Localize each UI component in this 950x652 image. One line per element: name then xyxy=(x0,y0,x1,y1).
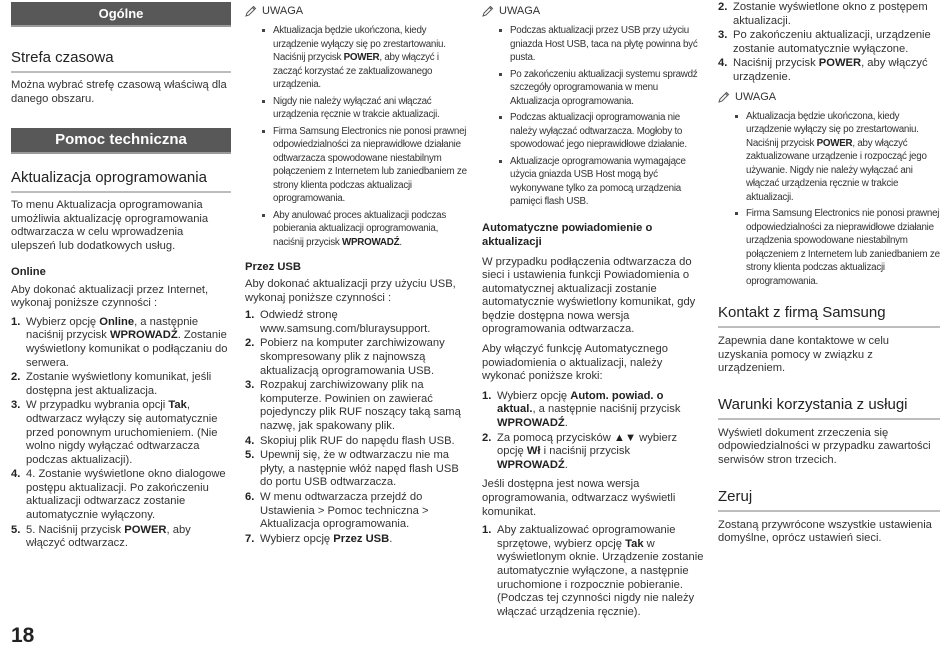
step-text: . xyxy=(389,532,393,545)
step-bold: ▲▼ xyxy=(613,431,637,444)
step-text: Rozpakuj zarchiwizowany plik na komputerze. Powinien on zawierać pojedynczy plik RUF noszący taką samą nazwę, jak spakowany plik. xyxy=(260,379,461,432)
step-text: . xyxy=(564,417,568,430)
note-list xyxy=(718,110,940,289)
note-text: Aktualizacja będzie ukończona, kiedy urządzenie wyłączy się po zrestartowaniu. Naciśnij przycisk xyxy=(273,25,446,63)
list-item xyxy=(245,379,467,433)
step-text: W menu odtwarzacza przejdź do Ustawienia > Pomoc techniczna > Aktualizacja oprogramowania. xyxy=(260,490,429,531)
reset-text: Zostaną przywrócone wszystkie ustawienia domyślne, oprócz ustawień sieci. xyxy=(718,518,932,545)
online-steps xyxy=(11,316,231,551)
step-number: 1. xyxy=(482,389,492,402)
note-text: Nigdy nie należy wyłączać ani włączać urządzenia ręcznie w trakcie aktualizacji. xyxy=(273,95,440,120)
pencil-icon xyxy=(245,5,257,17)
pencil-icon xyxy=(482,5,494,17)
step-number: 6. xyxy=(245,490,255,503)
list-item xyxy=(245,435,467,449)
step-number: 4. xyxy=(11,468,21,481)
step-text: , aby włączyć odtwarzacz. xyxy=(26,523,191,550)
timezone-text: Można wybrać strefę czasową właściwą dla danego obszaru. xyxy=(11,79,227,105)
note-list xyxy=(245,24,467,249)
column-1 xyxy=(11,0,231,552)
step-number: 5. xyxy=(11,523,21,536)
step-text: W przypadku wybrania opcji xyxy=(26,399,169,412)
step-text: Odwiedź stronę www.samsung.com/bluraysupport. xyxy=(260,309,431,335)
reset-heading: Zeruj xyxy=(718,488,940,512)
list-item xyxy=(482,432,704,473)
step-number: 2. xyxy=(245,337,255,350)
step-text: Wybierz opcję xyxy=(26,315,100,328)
list-item xyxy=(482,390,704,431)
step-text: . xyxy=(564,458,568,471)
terms-heading: Warunki korzystania z usługi xyxy=(718,396,940,420)
step-text: Po zakończeniu aktualizacji, urządzenie zostanie automatycznie wyłączone. xyxy=(733,29,931,55)
list-item xyxy=(11,399,231,467)
online-intro: Aby dokonać aktualizacji przez Internet, wykonaj poniższe czynności : xyxy=(11,283,209,310)
step-number: 7. xyxy=(245,532,255,545)
step-number: 3. xyxy=(718,29,728,42)
step-text: Aby zaktualizować oprogramowanie sprzętowe, wybierz opcję xyxy=(497,524,676,550)
step-text: Zostanie wyświetlone okno z postępem aktualizacji. xyxy=(733,1,928,27)
page-number: 18 xyxy=(11,624,35,647)
list-item xyxy=(245,125,467,206)
list-item xyxy=(245,24,467,92)
step-text: Wybierz opcję xyxy=(260,532,334,545)
software-update-text: To menu Aktualizacja oprogramowania umożliwia aktualizację oprogramowania odtwarzacza w celu wprowadzenia ulepszeń lub dodatkowych usług. xyxy=(11,199,209,252)
step-bold: Tak xyxy=(168,399,187,412)
step-bold: Tak xyxy=(625,537,644,550)
list-item xyxy=(245,491,467,532)
note-label: UWAGA xyxy=(499,5,541,17)
update-progress-steps xyxy=(718,1,940,85)
list-item xyxy=(245,209,467,250)
note-text: Aktualizacja będzie ukończona, kiedy urządzenie wyłączy się po zrestartowaniu. Naciśnij przycisk xyxy=(746,110,919,149)
step-number: 1. xyxy=(245,309,255,322)
step-text: Wybierz opcję xyxy=(497,389,571,402)
list-item xyxy=(11,524,231,551)
column-2 xyxy=(245,0,467,547)
column-4 xyxy=(718,0,940,546)
step-text: . Zostanie wyświetlony komunikat o podłączaniu do serwera. xyxy=(26,329,228,369)
note-text: , aby włączyć i zacząć korzystać ze zaktualizowanego urządzenia. xyxy=(273,52,439,90)
step-bold: WPROWADŹ xyxy=(109,329,178,342)
step-number: 3. xyxy=(245,379,255,392)
note-text: , aby włączyć zaktualizowane urządzenie i rozpocząć jego używanie. Nigdy nie należy wyłączać ani włączać urządzenia ręcznie w trakcie aktualizacji. xyxy=(746,137,927,203)
step-text: 5. Naciśnij przycisk xyxy=(26,523,125,536)
contact-heading: Kontakt z firmą Samsung xyxy=(718,304,940,328)
note-text: Firma Samsung Electronics nie ponosi prawnej odpowiedzialności za nieprawidłowe działanie urządzenia spowodowane niestabilnym połączeniem z Internetem lub zaniedbaniem ze strony klienta podczas aktualizacji oprogramowania. xyxy=(746,208,940,287)
update-steps xyxy=(482,524,704,619)
step-bold: Przez USB xyxy=(333,532,390,545)
auto-notify-steps xyxy=(482,390,704,473)
step-bold: Wł xyxy=(526,445,541,458)
note-text: Firma Samsung Electronics nie ponosi prawnej odpowiedzialności za nieprawidłowe działanie odtwarzacza spowodowane niestabilnym połączeniem z Internetem lub zaniedbaniem ze strony klienta podczas aktualizacji oprogramowania. xyxy=(273,125,467,204)
step-number: 2. xyxy=(718,1,728,13)
list-item: Po zakończeniu aktualizacji systemu sprawdź szczegóły oprogramowania w menu Aktualizacja oprogramowania. xyxy=(482,68,704,109)
list-item: Podczas aktualizacji przez USB przy użyciu gniazda Host USB, taca na płytę powinna być pusta. xyxy=(482,24,704,65)
list-item: Podczas aktualizacji oprogramowania nie należy wyłączać odtwarzacza. Mogłoby to spowodować jego nieprawidłowe działanie. xyxy=(482,111,704,152)
step-text: Naciśnij przycisk xyxy=(733,57,819,70)
step-bold: POWER xyxy=(818,57,862,70)
step-number: 1. xyxy=(11,315,21,328)
list-item xyxy=(11,371,231,398)
list-item xyxy=(482,524,704,619)
note-list xyxy=(482,24,704,209)
section-banner-support: Pomoc techniczna xyxy=(11,128,231,154)
list-item xyxy=(11,316,231,370)
new-version-text: Jeśli dostępna jest nowa wersja oprogramowania, odtwarzacz wyświetli komunikat. xyxy=(482,478,676,518)
note-label: UWAGA xyxy=(262,5,304,17)
step-text: i naciśnij przycisk xyxy=(540,445,631,458)
usb-intro: Aby dokonać aktualizacji przy użyciu USB, wykonaj poniższe czynności : xyxy=(245,278,456,304)
timezone-heading: Strefa czasowa xyxy=(11,49,231,73)
step-number: 4. xyxy=(718,57,728,70)
note-bold: WPROWADŹ xyxy=(342,236,400,248)
list-item xyxy=(718,110,940,205)
list-item xyxy=(11,468,231,522)
list-item xyxy=(718,57,940,84)
step-number: 3. xyxy=(11,399,21,412)
list-item xyxy=(245,449,467,490)
auto-notify-enable-text: Aby włączyć funkcję Automatycznego powiadomienia o aktualizacji, należy wykonać poniższe kroki: xyxy=(482,343,668,383)
step-number: 4. xyxy=(245,434,255,447)
step-bold: Autom. powiad. o aktual. xyxy=(497,389,664,416)
list-item: Aktualizacje oprogramowania wymagające użycia gniazda USB Host mogą być wykonywane tylko za pomocą urządzenia pamięci flash USB. xyxy=(482,155,704,209)
step-number: 2. xyxy=(482,431,492,444)
usb-steps xyxy=(245,309,467,546)
note-text: Aby anulować proces aktualizacji podczas pobierania aktualizacji oprogramowania, naciśnij przycisk xyxy=(273,209,446,248)
step-text: Pobierz na komputer zarchiwizowany skompresowany plik z najnowszą aktualizacją oprogramowania USB. xyxy=(260,337,445,377)
step-text: wybierz opcję xyxy=(497,431,678,458)
software-update-heading: Aktualizacja oprogramowania xyxy=(11,169,231,193)
list-item xyxy=(245,337,467,378)
step-bold: WPROWADŹ xyxy=(497,458,565,471)
step-text: w wyświetlonym oknie. Urządzenie zostanie automatycznie wyłączone, a następnie uruchomione i rozpocznie pobieranie. (Podczas tej czynności nigdy nie należy włączać urządzenia ręcznie). xyxy=(497,537,704,618)
column-3 xyxy=(482,0,704,620)
step-bold: Online xyxy=(99,315,135,328)
note-label: UWAGA xyxy=(735,90,777,103)
auto-notify-subheading: Automatyczne powiadomienie o aktualizacji xyxy=(482,221,653,248)
list-item xyxy=(245,533,467,547)
list-item xyxy=(718,1,940,28)
step-number: 2. xyxy=(11,371,21,384)
step-bold: WPROWADŹ xyxy=(497,417,565,430)
step-number: 5. xyxy=(245,449,255,462)
auto-notify-text: W przypadku podłączenia odtwarzacza do sieci i ustawienia funkcji Powiadomienia o automatycznej aktualizacji zostanie automatycznie wyświetlony komunikat, gdy będzie dostępna nowa wersja oprogramowania odtwarzacza. xyxy=(482,255,696,336)
step-text: Zostanie wyświetlony komunikat, jeśli dostępna jest aktualizacja. xyxy=(26,371,212,397)
step-text: , a następnie naciśnij przycisk xyxy=(532,403,681,416)
step-text: Za pomocą przycisków xyxy=(497,431,614,444)
list-item xyxy=(718,207,940,288)
step-number: 1. xyxy=(482,524,492,537)
note-bold: POWER xyxy=(816,137,853,149)
note-header xyxy=(718,91,940,103)
terms-text: Wyświetl dokument zrzeczenia się odpowiedzialności w przypadku zawartości serwisów stron trzecich. xyxy=(718,426,931,467)
step-text: , odtwarzacz wyłączy się automatycznie przed ponownym uruchomieniem. (Nie wolno nigdy wyłączać odtwarzacza podczas aktualizacji). xyxy=(26,399,218,466)
list-item xyxy=(245,95,467,122)
note-header xyxy=(245,5,467,17)
note-header xyxy=(482,5,704,17)
pencil-icon xyxy=(718,91,730,103)
step-text: Skopiuj plik RUF do napędu flash USB. xyxy=(260,434,455,447)
note-bold: POWER xyxy=(343,52,380,63)
list-item xyxy=(245,309,467,336)
step-text: , aby włączyć urządzenie. xyxy=(733,57,928,83)
list-item xyxy=(718,29,940,56)
step-bold: POWER xyxy=(124,523,167,536)
online-subheading: Online xyxy=(11,265,46,278)
contact-text: Zapewnia dane kontaktowe w celu uzyskania pomocy w związku z urządzeniem. xyxy=(718,335,890,375)
section-banner-general: Ogólne xyxy=(11,2,231,27)
step-text: , a następnie naciśnij przycisk xyxy=(26,315,199,342)
step-text: 4. Zostanie wyświetlone okno dialogowe postępu aktualizacji. Po zakończeniu aktualizacji odtwarzacz zostanie automatycznie wyłączony. xyxy=(26,468,226,522)
note-text: . xyxy=(399,236,402,248)
usb-subheading: Przez USB xyxy=(245,261,301,273)
step-text: Upewnij się, że w odtwarzaczu nie ma płyty, a następnie włóż napęd flash USB do portu USB odtwarzacza. xyxy=(260,449,459,489)
